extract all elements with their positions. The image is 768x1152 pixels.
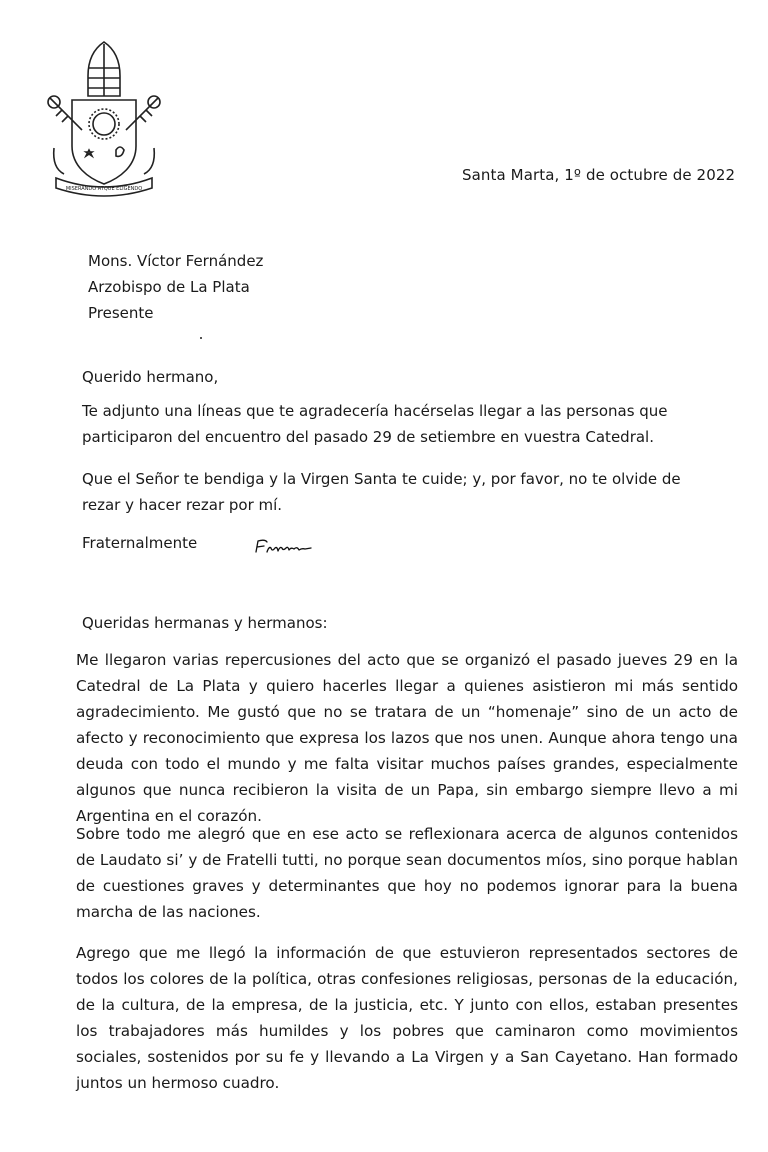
cover-paragraph	[82, 466, 712, 518]
recipient-title: Arzobispo de La Plata	[88, 278, 250, 296]
date-line: Santa Marta, 1º de octubre de 2022	[462, 166, 736, 184]
message-greeting: Queridas hermanas y hermanos:	[82, 614, 328, 632]
message-paragraph-text: Sobre todo me alegró que en ese acto se reflexionara acerca de algunos contenidos de Laudato si’ y de Fratelli tutti, no porque sean documentos míos, sino porque hablan de cuestiones graves y determinantes que hoy no podemos ignorar para la buena marcha de las naciones.	[76, 825, 738, 921]
cover-paragraph	[82, 398, 712, 450]
cover-greeting: Querido hermano,	[82, 368, 219, 386]
cover-paragraph-text: Que el Señor te bendiga y la Virgen Santa te cuide; y, por favor, no te olvide de rezar y hacer rezar por mí.	[82, 470, 681, 514]
message-paragraph-text: Me llegaron varias repercusiones del acto que se organizó el pasado jueves 29 en la Catedral de La Plata y quiero hacerles llegar a quienes asistieron mi más sentido agradecimiento. Me gustó que no se tratara de un “homenaje” sino de un acto de afecto y reconocimiento que expresa los lazos que nos unen. Aunque ahora tengo una deuda con todo el mundo y me falta visitar muchos países grandes, especialmente algunos que nunca recibieron la visita de un Papa, sin embargo siempre llevo a mi Argentina en el corazón.	[76, 651, 738, 825]
recipient-presente: Presente	[88, 304, 154, 322]
message-paragraph	[76, 647, 738, 829]
recipient-name: Mons. Víctor Fernández	[88, 252, 264, 270]
cover-closing: Fraternalmente	[82, 534, 198, 552]
message-paragraph	[76, 821, 738, 925]
signature-icon	[253, 536, 317, 558]
cover-paragraph-text: Te adjunto una líneas que te agradecería hacérselas llegar a las personas que participaron del encuentro del pasado 29 de setiembre en vuestra Catedral.	[82, 402, 668, 446]
stray-mark	[200, 337, 202, 339]
svg-text:MISERANDO ATQUE ELIGENDO: MISERANDO ATQUE ELIGENDO	[65, 186, 143, 192]
message-paragraph-text: Agrego que me llegó la información de que estuvieron representados sectores de todos los colores de la política, otras confesiones religiosas, personas de la educación, de la cultura, de la empresa, de la justicia, etc. Y junto con ellos, estaban presentes los trabajadores más humildes y los pobres que caminaron como movimientos sociales, sostenidos por su fe y llevando a La Virgen y a San Cayetano. Han formado juntos un hermoso cuadro.	[76, 944, 738, 1092]
recipient-block	[88, 248, 263, 326]
papal-coat-of-arms-icon	[42, 38, 166, 198]
message-paragraph	[76, 940, 738, 1096]
